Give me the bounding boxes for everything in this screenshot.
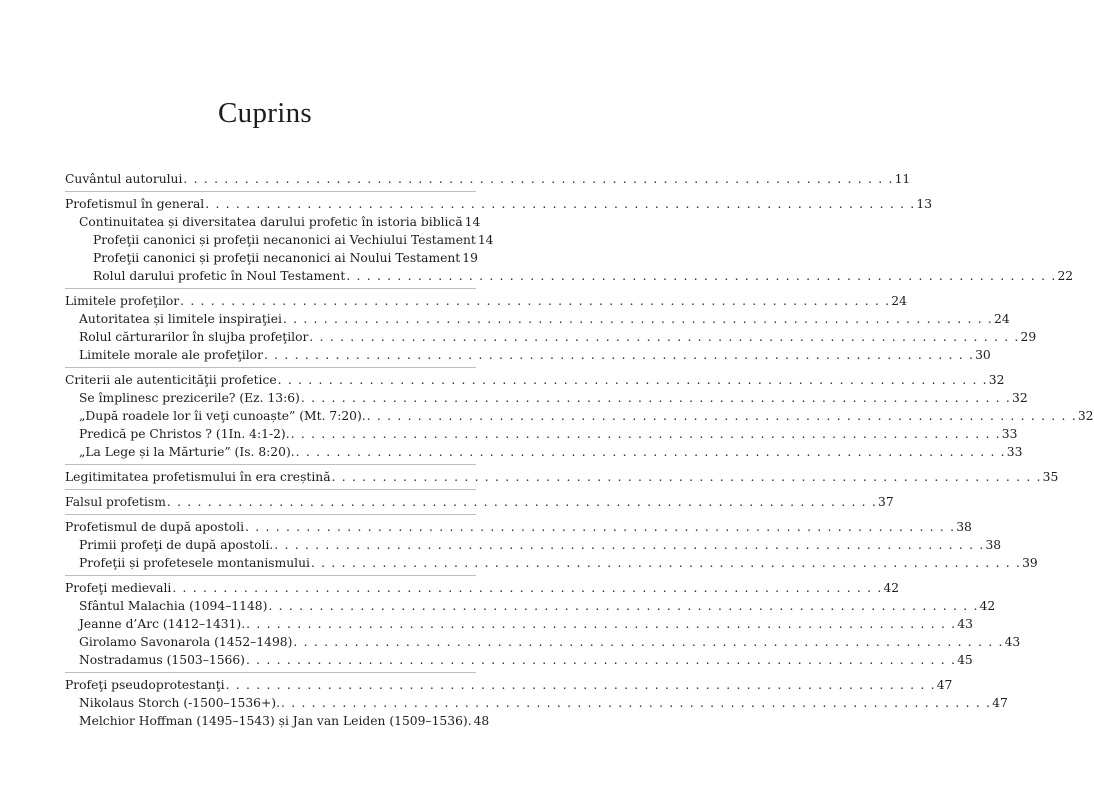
toc-entry-label: Limitele morale ale profeţilor [79, 348, 263, 362]
toc-page-number: 43 [1004, 635, 1021, 649]
toc-entry[interactable] [65, 328, 1037, 346]
toc-entry-label: Legitimitatea profetismului în era creștină [65, 470, 331, 484]
dot-leader: . . . . . . . . . . . . . . . . . . . . . . . . . . . . . . . . . . . . . . . . . . . . . . . . . . . . . . . . . . . . . . . . . . . . . . [281, 696, 992, 710]
toc-entry-label: „După roadele lor îi veţi cunoaște” (Mt. 7:20). [79, 409, 366, 423]
toc-entry[interactable] [65, 518, 972, 536]
toc-entry-label: Falsul profetism [65, 495, 166, 509]
section-divider [65, 514, 476, 515]
toc-page-number: 48 [473, 714, 490, 728]
toc-entry-label: Sfântul Malachia (1094–1148) [79, 599, 268, 613]
toc-entry[interactable] [65, 676, 953, 694]
toc-entry[interactable] [65, 407, 1094, 425]
toc-page-number: 47 [936, 678, 953, 692]
toc-entry[interactable] [65, 231, 494, 249]
toc-entry-label: Cuvântul autorului [65, 172, 183, 186]
toc-entry-label: Profetismul în general [65, 197, 205, 211]
dot-leader: . . . . . . . . . . . . . . . . . . . . . . . . . . . . . . . . . . . . . . . . . . . . . . . . . . . . . . . . . . . . . . . . . . . . . . [366, 409, 1077, 423]
toc-entry-label: Nikolaus Storch (-1500–1536+). [79, 696, 281, 710]
toc-entry[interactable] [65, 536, 1002, 554]
toc-page-number: 14 [477, 233, 494, 247]
dot-leader: . . . . . . . . . . . . . . . . . . . . . . . . . . . . . . . . . . . . . . . . . . . . . . . . . . . . . . . . . . . . . . . . . . . . . . [183, 172, 894, 186]
toc-entry-label: Girolamo Savonarola (1452–1498) [79, 635, 293, 649]
toc-entry[interactable] [65, 651, 973, 669]
toc-entry-label: Continuitatea și diversitatea darului profetic în istoria biblică [79, 215, 463, 229]
toc-entry-label: Criterii ale autenticităţii profetice [65, 373, 277, 387]
dot-leader: . . . . . . . . . . . . . . . . . . . . . . . . . . . . . . . . . . . . . . . . . . . . . . . . . . . . . . . . . . . . . . . . . . . . . . [225, 678, 936, 692]
toc-page-number: 33 [1001, 427, 1018, 441]
toc-page-number: 22 [1057, 269, 1074, 283]
toc-entry-label: Rolul cărturarilor în slujba profeţilor [79, 330, 309, 344]
dot-leader: . . . . . . . . . . . . . . . . . . . . . . . . . . . . . . . . . . . . . . . . . . . . . . . . . . . . . . . . . . . . . . . . . . . . . . [346, 269, 1057, 283]
toc-page-number: 39 [1022, 556, 1038, 570]
toc-entry-label: Profeţi pseudoprotestanţi [65, 678, 225, 692]
section-divider [65, 191, 476, 192]
toc-page-number: 14 [464, 215, 481, 229]
toc-page-number: 33 [1006, 445, 1023, 459]
toc-entry-label: Predică pe Christos ? (1In. 4:1-2). [79, 427, 290, 441]
toc-page-number: 19 [462, 251, 478, 265]
section-divider [65, 489, 476, 490]
dot-leader: . . . . . . . . . . . . . . . . . . . . . . . . . . . . . . . . . . . . . . . . . . . . . . . . . . . . . . . . . . . . . . . . . . . . . . [300, 391, 1011, 405]
toc-entry-label: „La Lege și la Mărturie” (Is. 8:20). [79, 445, 295, 459]
toc-entry-label: Profeţi medievali [65, 581, 172, 595]
dot-leader: . . . . . . . . . . . . . . . . . . . . . . . . . . . . . . . . . . . . . . . . . . . . . . . . . . . . . . . . . . . . . . . . . . . . . . [331, 470, 1042, 484]
toc-page-number: 38 [985, 538, 1002, 552]
toc-page-number: 32 [1012, 391, 1028, 405]
toc-entry[interactable] [65, 712, 490, 730]
section-divider [65, 575, 476, 576]
toc-entry[interactable] [65, 597, 996, 615]
toc-page-number: 24 [891, 294, 907, 308]
toc-page-number: 42 [979, 599, 996, 613]
toc-page-number: 38 [956, 520, 972, 534]
toc-entry[interactable] [65, 579, 900, 597]
dot-leader: . . . . . . . . . . . . . . . . . . . . . . . . . . . . . . . . . . . . . . . . . . . . . . . . . . . . . . . . . . . . . . . . . . . . . . [245, 653, 957, 667]
toc-entry[interactable] [65, 213, 481, 231]
table-of-contents [65, 170, 1094, 730]
toc-page-number: 45 [957, 653, 973, 667]
toc-entry-label: Autoritatea și limitele inspiraţiei [79, 312, 282, 326]
dot-leader: . . . . . . . . . . . . . . . . . . . . . . . . . . . . . . . . . . . . . . . . . . . . . . . . . . . . . . . . . . . . . . . . . . . . . . [166, 495, 878, 509]
page-title: Cuprins [218, 97, 312, 130]
dot-leader: . . . . . . . . . . . . . . . . . . . . . . . . . . . . . . . . . . . . . . . . . . . . . . . . . . . . . . . . . . . . . . . . . . . . . . [290, 427, 1001, 441]
toc-entry-label: Limitele profeţilor [65, 294, 180, 308]
toc-entry-label: Profetismul de după apostoli [65, 520, 245, 534]
toc-entry-label: Profeţii canonici și profeţii necanonici ai Noului Testament [93, 251, 461, 265]
dot-leader: . . . . . . . . . . . . . . . . . . . . . . . . . . . . . . . . . . . . . . . . . . . . . . . . . . . . . . . . . . . . . . . . . . . . . . [277, 373, 988, 387]
toc-entry[interactable] [65, 425, 1018, 443]
toc-entry[interactable] [65, 170, 911, 188]
toc-entry[interactable] [65, 633, 1021, 651]
dot-leader: . . . . . . . . . . . . . . . . . . . . . . . . . . . . . . . . . . . . . . . . . . . . . . . . . . . . . . . . . . . . . . . . . . . . . . [309, 330, 1020, 344]
toc-entry-label: Jeanne d’Arc (1412–1431). [79, 617, 246, 631]
dot-leader: . . . . . . . . . . . . . . . . . . . . . . . . . . . . . . . . . . . . . . . . . . . . . . . . . . . . . . . . . . . . . . . . . . . . . . [268, 599, 979, 613]
toc-entry[interactable] [65, 493, 894, 511]
toc-page-number: 37 [878, 495, 894, 509]
dot-leader: . . . . . . . . . . . . . . . . . . . . . . . . . . . . . . . . . . . . . . . . . . . . . . . . . . . . . . . . . . . . . . . . . . . . . . [172, 581, 883, 595]
toc-page-number: 13 [916, 197, 933, 211]
section-divider [65, 672, 476, 673]
toc-entry-label: Rolul darului profetic în Noul Testament [93, 269, 346, 283]
dot-leader: . . . . . . . . . . . . . . . . . . . . . . . . . . . . . . . . . . . . . . . . . . . . . . . . . . . . . . . . . . . . . . . . . . . . . . [245, 520, 956, 534]
section-divider [65, 288, 476, 289]
toc-entry[interactable] [65, 443, 1023, 461]
toc-entry-label: Profeţii canonici și profeţii necanonici ai Vechiului Testament [93, 233, 476, 247]
toc-page-number: 24 [994, 312, 1010, 326]
section-divider [65, 367, 476, 368]
toc-entry[interactable] [65, 267, 1074, 285]
toc-entry[interactable] [65, 195, 933, 213]
toc-entry-label: Melchior Hoffman (1495–1543) și Jan van Leiden (1509–1536). [79, 714, 472, 728]
toc-entry-label: Nostradamus (1503–1566) [79, 653, 245, 667]
toc-entry[interactable] [65, 346, 991, 364]
toc-entry-label: Se împlinesc prezicerile? (Ez. 13:6) [79, 391, 300, 405]
toc-page-number: 29 [1020, 330, 1037, 344]
toc-page-number: 43 [957, 617, 973, 631]
dot-leader: . . . . . . . . . . . . . . . . . . . . . . . . . . . . . . . . . . . . . . . . . . . . . . . . . . . . . . . . . . . . . . . . . . . . . . [205, 197, 916, 211]
toc-page-number: 32 [988, 373, 1005, 387]
dot-leader: . . . . . . . . . . . . . . . . . . . . . . . . . . . . . . . . . . . . . . . . . . . . . . . . . . . . . . . . . . . . . . . . . . . . . . [263, 348, 975, 362]
toc-page-number: 42 [883, 581, 900, 595]
toc-entry[interactable] [65, 310, 1010, 328]
dot-leader: . . . . . . . . . . . . . . . . . . . . . . . . . . . . . . . . . . . . . . . . . . . . . . . . . . . . . . . . . . . . . . . . . . . . . . [295, 445, 1006, 459]
toc-page-number: 47 [992, 696, 1008, 710]
toc-page-number: 35 [1042, 470, 1059, 484]
dot-leader: . . . . . . . . . . . . . . . . . . . . . . . . . . . . . . . . . . . . . . . . . . . . . . . . . . . . . . . . . . . . . . . . . . . . . . [246, 617, 957, 631]
toc-entry[interactable] [65, 249, 476, 267]
toc-page-number: 11 [894, 172, 911, 186]
toc-page-number: 32 [1077, 409, 1094, 423]
toc-entry[interactable] [65, 615, 973, 633]
dot-leader: . . . . . . . . . . . . . . . . . . . . . . . . . . . . . . . . . . . . . . . . . . . . . . . . . . . . . . . . . . . . . . . . . . . . . . [274, 538, 985, 552]
toc-entry[interactable] [65, 694, 1008, 712]
toc-entry-label: Primii profeţi de după apostoli. [79, 538, 274, 552]
toc-entry[interactable] [65, 389, 1028, 407]
dot-leader: . . . . . . . . . . . . . . . . . . . . . . . . . . . . . . . . . . . . . . . . . . . . . . . . . . . . . . . . . . . . . . . . . . . . . . [282, 312, 994, 326]
toc-entry[interactable] [65, 292, 907, 310]
toc-entry-label: Profeţii și profetesele montanismului [79, 556, 310, 570]
dot-leader: . . . . . . . . . . . . . . . . . . . . . . . . . . . . . . . . . . . . . . . . . . . . . . . . . . . . . . . . . . . . . . . . . . . . . . [180, 294, 891, 308]
toc-entry[interactable] [65, 468, 1059, 486]
toc-entry[interactable] [65, 554, 1038, 572]
toc-entry[interactable] [65, 371, 1005, 389]
dot-leader: . . . . . . . . . . . . . . . . . . . . . . . . . . . . . . . . . . . . . . . . . . . . . . . . . . . . . . . . . . . . . . . . . . . . . . [293, 635, 1004, 649]
dot-leader: . . . . . . . . . . . . . . . . . . . . . . . . . . . . . . . . . . . . . . . . . . . . . . . . . . . . . . . . . . . . . . . . . . . . . . [310, 556, 1022, 570]
section-divider [65, 464, 476, 465]
toc-page-number: 30 [975, 348, 991, 362]
